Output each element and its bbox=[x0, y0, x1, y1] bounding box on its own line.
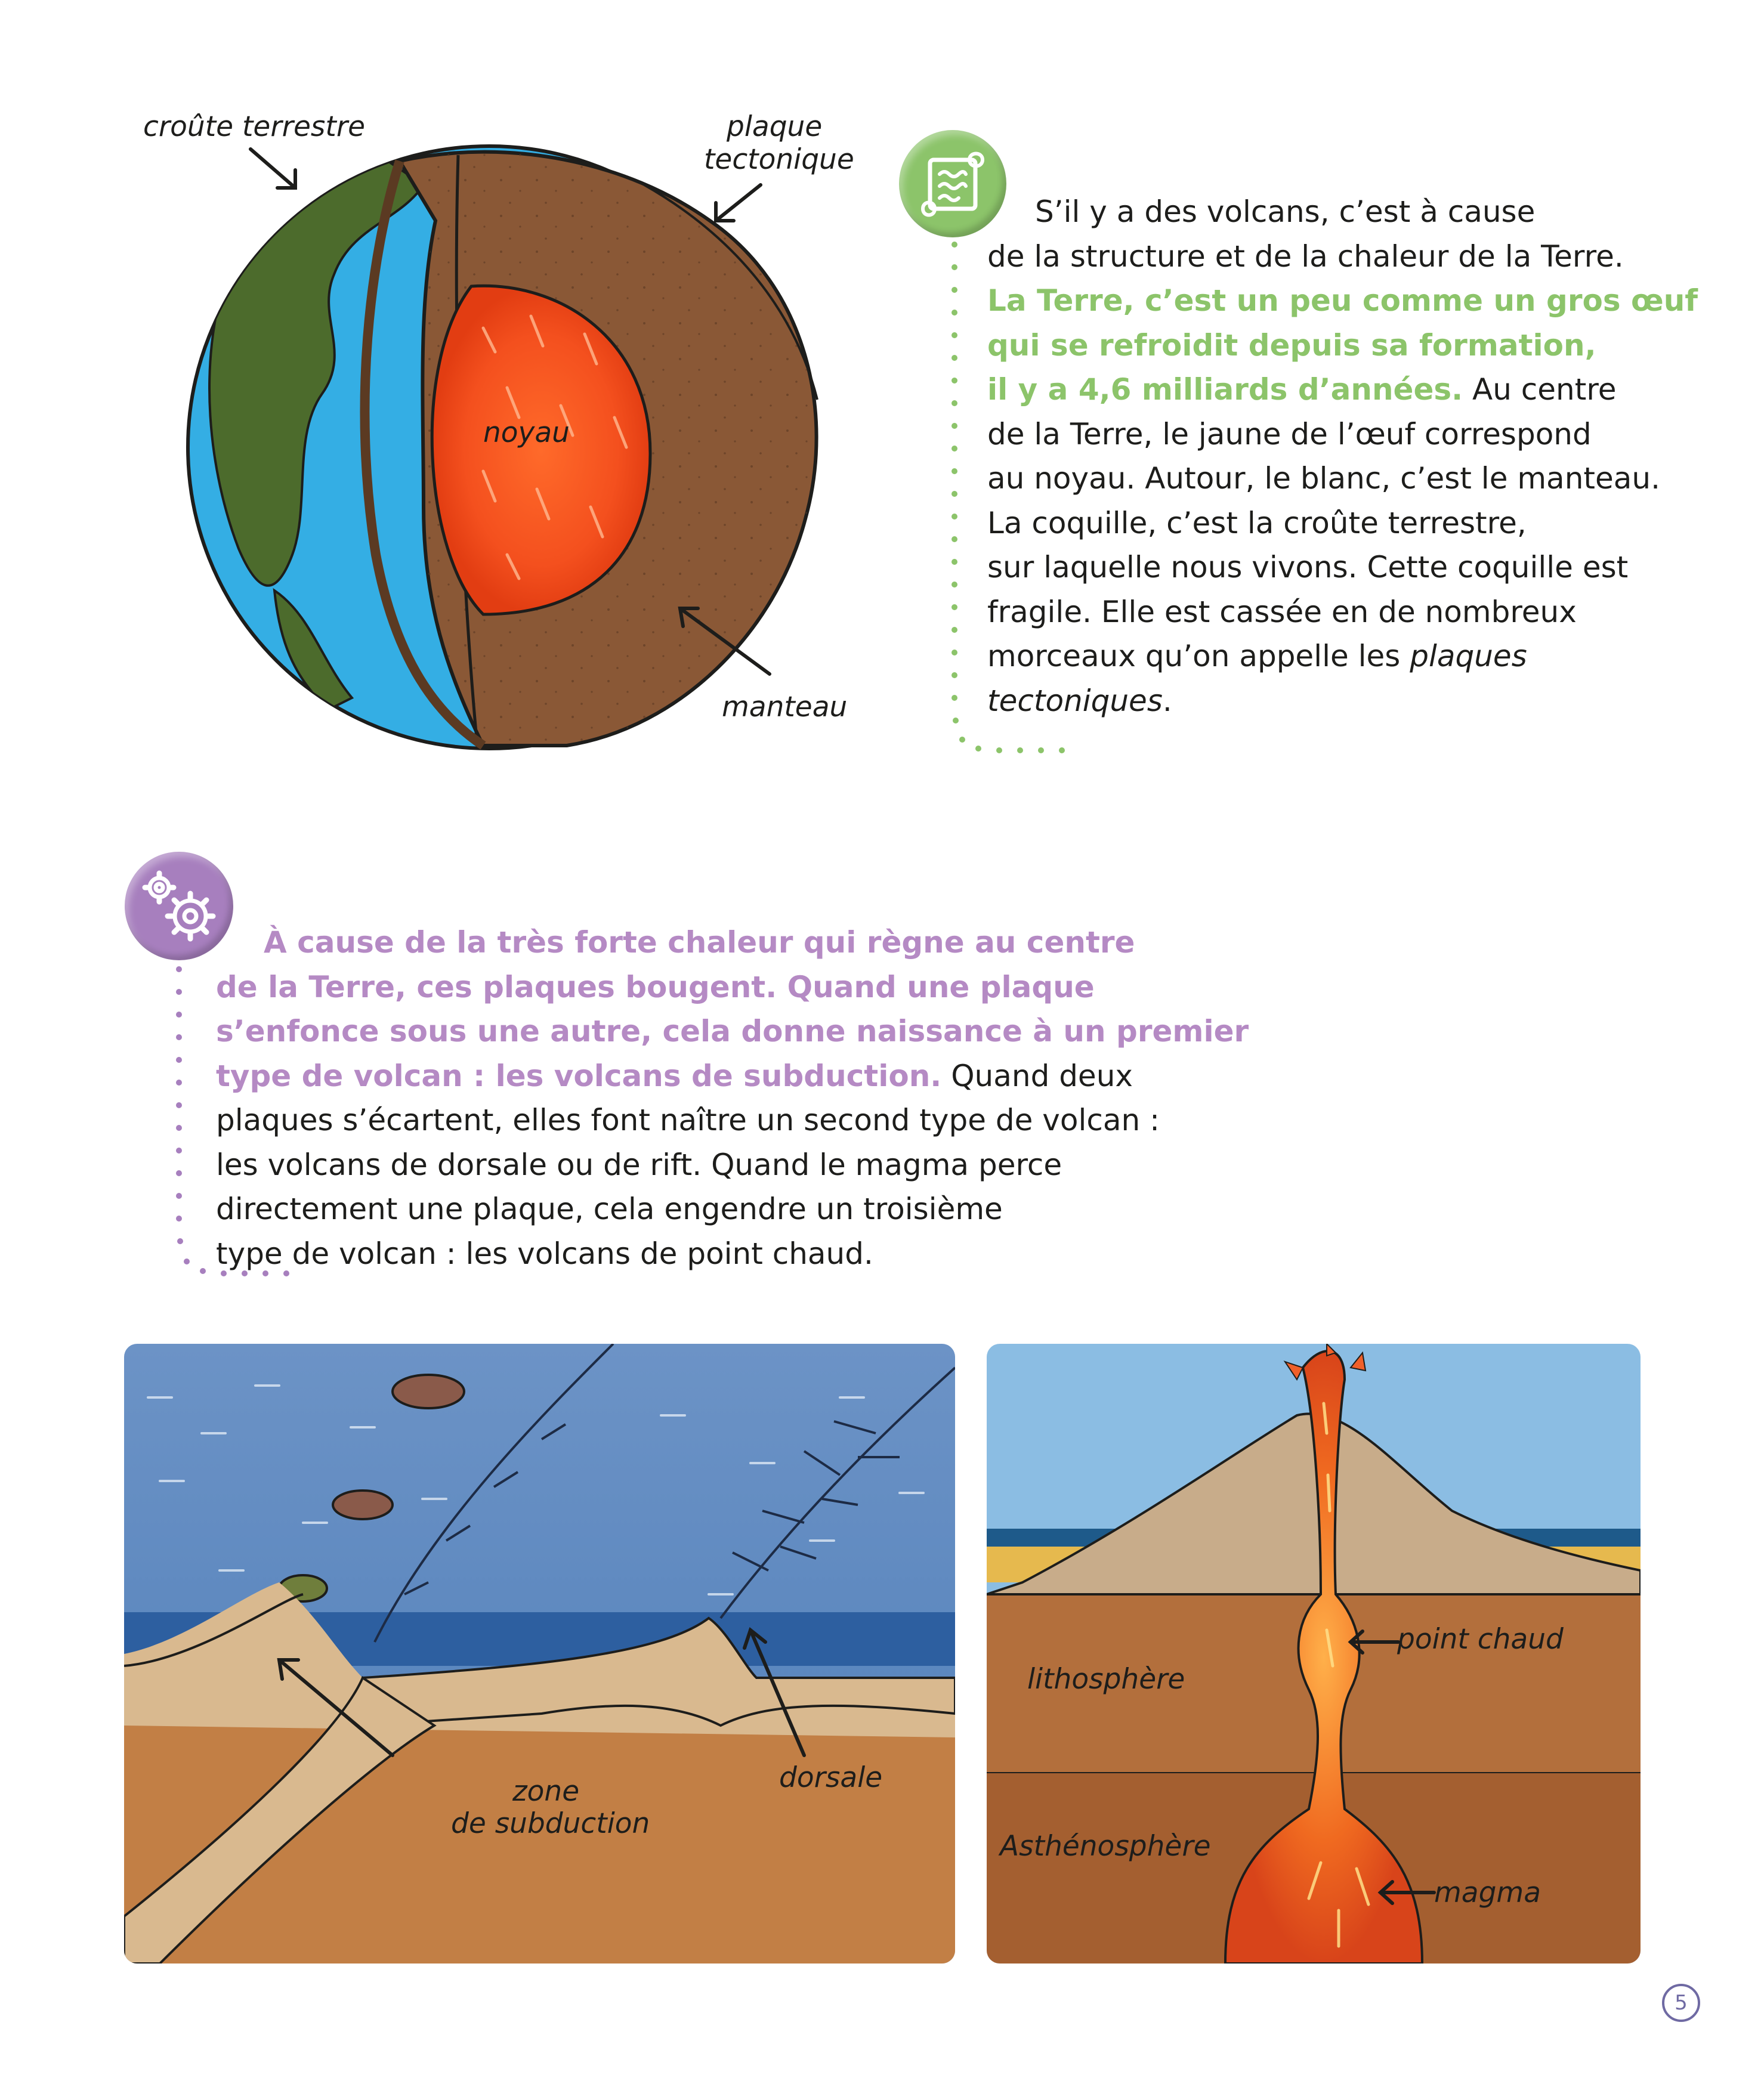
label-mantle: manteau bbox=[722, 691, 848, 723]
intro-highlight-3: il y a 4,6 milliards d’années. bbox=[987, 372, 1463, 407]
earth-figure bbox=[143, 110, 854, 763]
intro-line-1: S’il y a des volcans, c’est à cause bbox=[1035, 194, 1536, 229]
page-number: 5 bbox=[1662, 1984, 1700, 2022]
intro-line-2: de la structure et de la chaleur de la Terre. bbox=[987, 239, 1624, 274]
intro-line-9: sur laquelle nous vivons. Cette coquille est bbox=[987, 550, 1629, 585]
volcano-highlight-4: type de volcan : les volcans de subduction. bbox=[216, 1058, 942, 1093]
label-crust: croûte terrestre bbox=[143, 110, 366, 143]
intro-line-8: La coquille, c’est la croûte terrestre, bbox=[987, 505, 1527, 540]
volcano-line-4: Quand deux bbox=[941, 1058, 1133, 1093]
label-hotspot: point chaud bbox=[1397, 1623, 1564, 1656]
intro-line-6: de la Terre, le jaune de l’œuf correspond bbox=[987, 416, 1592, 452]
label-plate-line1: plaque bbox=[727, 110, 823, 143]
intro-line-10: fragile. Elle est cassée en de nombreux bbox=[987, 594, 1577, 629]
intro-line-7: au noyau. Autour, le blanc, c’est le manteau. bbox=[987, 461, 1660, 496]
volcano-highlight-1: À cause de la très forte chaleur qui règne au centre bbox=[264, 925, 1135, 960]
intro-line-5: Au centre bbox=[1463, 372, 1617, 407]
volcano-line-8: type de volcan : les volcans de point chaud. bbox=[216, 1236, 873, 1271]
intro-term-plaques: plaques bbox=[1410, 639, 1527, 673]
volcano-highlight-2: de la Terre, ces plaques bougent. Quand une plaque bbox=[216, 969, 1095, 1004]
label-plate-line2: tectonique bbox=[704, 143, 854, 176]
intro-highlight-1: La Terre, c’est un peu comme un gros œuf bbox=[987, 283, 1698, 318]
label-subduction-line1: zone bbox=[512, 1775, 580, 1808]
volcano-line-5: plaques s’écartent, elles font naître un second type de volcan : bbox=[216, 1103, 1160, 1137]
label-ridge: dorsale bbox=[779, 1761, 883, 1794]
intro-line-12: . bbox=[1162, 683, 1172, 718]
label-magma: magma bbox=[1434, 1876, 1541, 1909]
intro-term-tectoniques: tectoniques bbox=[987, 683, 1163, 718]
label-core: noyau bbox=[483, 416, 570, 449]
subduction-panel bbox=[124, 1344, 955, 1964]
volcano-paragraph bbox=[216, 920, 1249, 1276]
intro-highlight-2: qui se refroidit depuis sa formation, bbox=[987, 327, 1596, 363]
intro-paragraph bbox=[987, 190, 1698, 723]
label-asthenosphere: Asthénosphère bbox=[1000, 1830, 1211, 1863]
volcano-line-7: directement une plaque, cela engendre un troisième bbox=[216, 1192, 1003, 1226]
label-subduction-line2: de subduction bbox=[451, 1807, 650, 1840]
hotspot-panel bbox=[987, 1344, 1641, 1964]
volcano-highlight-3: s’enfonce sous une autre, cela donne naissance à un premier bbox=[216, 1014, 1249, 1049]
intro-line-11: morceaux qu’on appelle les bbox=[987, 639, 1410, 673]
earth-cross-section-illustration bbox=[173, 137, 829, 763]
label-lithosphere: lithosphère bbox=[1027, 1663, 1185, 1696]
volcano-line-6: les volcans de dorsale ou de rift. Quand le magma perce bbox=[216, 1147, 1062, 1182]
subduction-illustration bbox=[124, 1344, 955, 1964]
